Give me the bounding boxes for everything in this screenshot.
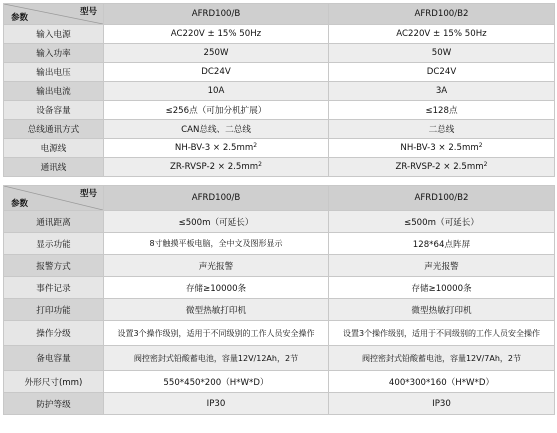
row-value-col2: 50W bbox=[329, 44, 555, 63]
row-value-col1 bbox=[104, 139, 329, 158]
header-model-label: 型号 bbox=[79, 189, 97, 199]
row-value-col2: ≤128点 bbox=[329, 101, 555, 120]
row-value-col2: 400*300*160（H*W*D） bbox=[329, 371, 555, 393]
row-label: 通讯线 bbox=[4, 158, 104, 177]
row-value-col1: 存储≥10000条 bbox=[104, 277, 329, 299]
superscript: 2 bbox=[478, 142, 483, 149]
row-value-col1: 设置3个操作级别，适用于不同级别的工作人员安全操作 bbox=[104, 321, 329, 346]
row-label: 电源线 bbox=[4, 139, 104, 158]
header-param-label: 参数 bbox=[11, 13, 29, 23]
table-row bbox=[4, 299, 555, 321]
table-row bbox=[4, 101, 555, 120]
table-row bbox=[4, 277, 555, 299]
cable-spec-text: ZR-RVSP-2 × 2.5mm bbox=[395, 162, 484, 172]
row-label: 通讯距离 bbox=[4, 211, 104, 233]
header-model-afrd100b: AFRD100/B bbox=[104, 186, 329, 211]
row-label: 输出电压 bbox=[4, 63, 104, 82]
table-header-row bbox=[4, 186, 555, 211]
row-label: 外形尺寸(mm) bbox=[4, 371, 104, 393]
table-row bbox=[4, 321, 555, 346]
row-value-col1: 8寸触摸平板电脑，全中文及图形显示 bbox=[104, 233, 329, 255]
row-value-col2: 声光报警 bbox=[329, 255, 555, 277]
header-model-afrd100b2: AFRD100/B2 bbox=[329, 186, 555, 211]
row-label: 设备容量 bbox=[4, 101, 104, 120]
header-model-label: 型号 bbox=[79, 7, 97, 17]
row-label: 防护等级 bbox=[4, 393, 104, 415]
table-row bbox=[4, 25, 555, 44]
row-value-col1: AC220V ± 15% 50Hz bbox=[104, 25, 329, 44]
row-value-col1: ≤256点（可加分机扩展） bbox=[104, 101, 329, 120]
table-row bbox=[4, 233, 555, 255]
table-row bbox=[4, 346, 555, 371]
table-row bbox=[4, 211, 555, 233]
cable-spec-text: NH-BV-3 × 2.5mm bbox=[174, 143, 254, 153]
row-value-col2: IP30 bbox=[329, 393, 555, 415]
row-value-col1: 550*450*200（H*W*D） bbox=[104, 371, 329, 393]
table-row bbox=[4, 63, 555, 82]
row-value-col2 bbox=[329, 158, 555, 177]
header-corner-cell bbox=[4, 186, 104, 211]
row-label: 输出电流 bbox=[4, 82, 104, 101]
row-label: 总线通讯方式 bbox=[4, 120, 104, 139]
superscript: 2 bbox=[483, 161, 488, 168]
row-value-col1: 250W bbox=[104, 44, 329, 63]
row-value-col2: 二总线 bbox=[329, 120, 555, 139]
table-row bbox=[4, 82, 555, 101]
row-label: 输入功率 bbox=[4, 44, 104, 63]
row-value-col1: IP30 bbox=[104, 393, 329, 415]
table-header-row bbox=[4, 4, 555, 25]
table-row bbox=[4, 255, 555, 277]
row-label: 报警方式 bbox=[4, 255, 104, 277]
cable-spec-text: NH-BV-3 × 2.5mm bbox=[400, 143, 479, 153]
row-label: 备电容量 bbox=[4, 346, 104, 371]
table-row bbox=[4, 44, 555, 63]
superscript: 2 bbox=[258, 161, 262, 168]
row-value-col1: DC24V bbox=[104, 63, 329, 82]
row-value-col1 bbox=[104, 158, 329, 177]
row-value-col2: 3A bbox=[329, 82, 555, 101]
row-value-col2: DC24V bbox=[329, 63, 555, 82]
row-value-col1: 声光报警 bbox=[104, 255, 329, 277]
header-corner-cell bbox=[4, 4, 104, 25]
header-model-afrd100b2: AFRD100/B2 bbox=[329, 4, 555, 25]
superscript: 2 bbox=[253, 142, 258, 149]
row-value-col1: 10A bbox=[104, 82, 329, 101]
row-value-col2: 存储≥10000条 bbox=[329, 277, 555, 299]
row-value-col2: ≤500m（可延长） bbox=[329, 211, 555, 233]
table-row bbox=[4, 158, 555, 177]
row-value-col2: 阀控密封式铅酸蓄电池，容量12V/7Ah，2节 bbox=[329, 346, 555, 371]
header-model-afrd100b: AFRD100/B bbox=[104, 4, 329, 25]
row-value-col1: ≤500m（可延长） bbox=[104, 211, 329, 233]
row-label: 输入电源 bbox=[4, 25, 104, 44]
row-value-col2: 128*64点阵屏 bbox=[329, 233, 555, 255]
table-row bbox=[4, 120, 555, 139]
row-value-col1: 阀控密封式铅酸蓄电池，容量12V/12Ah，2节 bbox=[104, 346, 329, 371]
row-value-col2: AC220V ± 15% 50Hz bbox=[329, 25, 555, 44]
table-row bbox=[4, 393, 555, 415]
table-row bbox=[4, 139, 555, 158]
row-label: 事件记录 bbox=[4, 277, 104, 299]
spec-table-2 bbox=[3, 185, 555, 415]
row-value-col1: 微型热敏打印机 bbox=[104, 299, 329, 321]
header-param-label: 参数 bbox=[11, 199, 29, 209]
row-label: 显示功能 bbox=[4, 233, 104, 255]
row-label: 操作分级 bbox=[4, 321, 104, 346]
table-row bbox=[4, 371, 555, 393]
row-value-col2: 设置3个操作级别，适用于不同级别的工作人员安全操作 bbox=[329, 321, 555, 346]
row-label: 打印功能 bbox=[4, 299, 104, 321]
cable-spec-text: ZR-RVSP-2 × 2.5mm bbox=[170, 162, 259, 172]
row-value-col2: 微型热敏打印机 bbox=[329, 299, 555, 321]
row-value-col2 bbox=[329, 139, 555, 158]
row-value-col1: CAN总线、二总线 bbox=[104, 120, 329, 139]
spec-table-1 bbox=[3, 3, 555, 177]
